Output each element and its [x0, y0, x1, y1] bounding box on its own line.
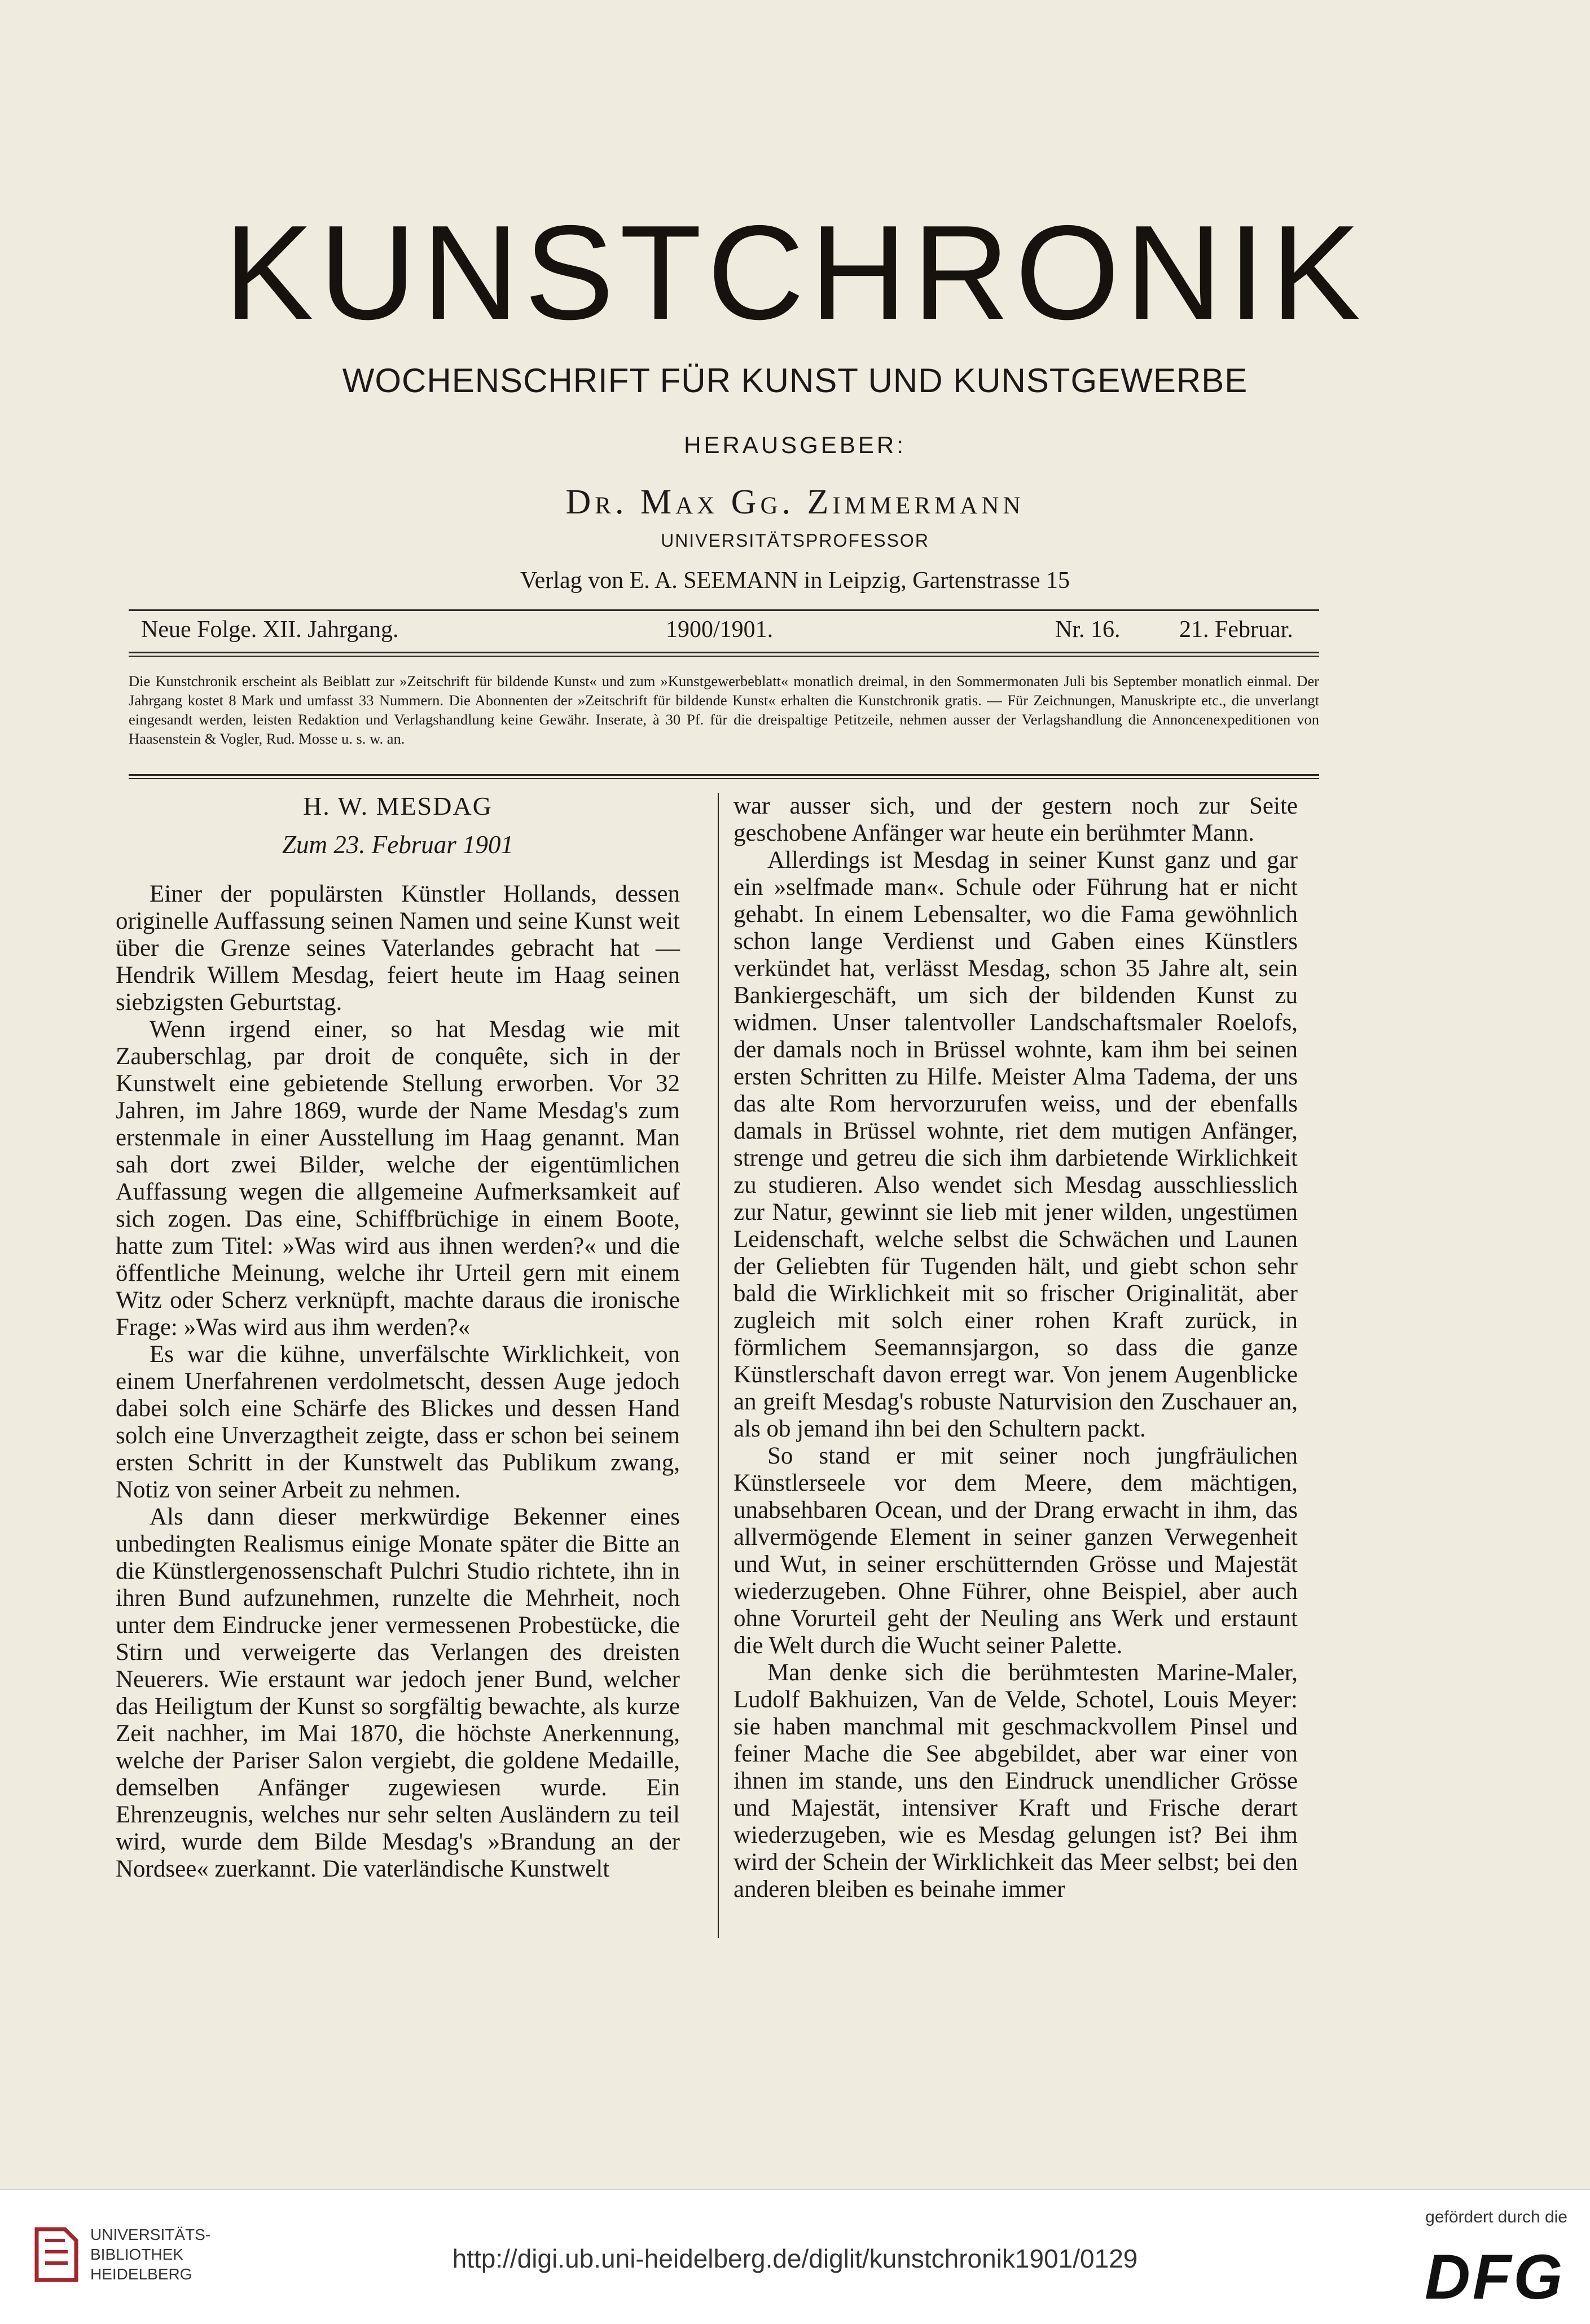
paragraph: So stand er mit seiner noch jungfräulichen Künstlerseele vor dem Meere, dem mächtigen, unabsehbaren Ocean, und der Drang erwacht in ihm, das allvermögende Element in seiner ganzen Verwegenheit und Wut, in seiner erschütternden Grösse und Majestät wiederzugeben. Ohne Führer, ohne Beispiel, aber auch ohne Vorurteil geht der Neuling ans Werk und erstaunt die Welt durch die Wucht seiner Palette.	[733, 1443, 1298, 1659]
dfg-logo: DFG	[1425, 2242, 1565, 2312]
paragraph: Es war die kühne, unverfälschte Wirklichkeit, von einem Unerfahrenen verdolmetscht, dessen Auge jedoch dabei solch eine Schärfe des Blickes und dessen Hand solch eine Unverzagtheit zeigte, dass er schon bei seinem ersten Schritt in der Kunstwelt das Publikum zwang, Notiz von seiner Arbeit zu nehmen.	[116, 1341, 680, 1503]
column-divider	[718, 793, 719, 1938]
paragraph: Wenn irgend einer, so hat Mesdag wie mit Zauberschlag, par droit de conquête, sich in der Kunstwelt eine gebietende Stellung erworben. Vor 32 Jahren, im Jahre 1869, wurde der Name Mesdag's zum erstenmale in einer Ausstellung im Haag genannt. Man sah dort zwei Bilder, welche der eigentümlichen Auffassung wegen die allgemeine Aufmerksamkeit auf sich zogen. Das eine, Schiffbrüchige in einem Boote, hatte zum Titel: »Was wird aus ihnen werden?« und die öffentliche Meinung, welche ihr Urteil gern mit einem Witz oder Scherz verknüpft, machte daraus die ironische Frage: »Was wird aus ihm werden?«	[116, 1016, 680, 1341]
header-rule-middle-2	[129, 656, 1319, 657]
issue-number: Nr. 16.	[1055, 617, 1121, 643]
masthead-subtitle: WOCHENSCHRIFT FÜR KUNST UND KUNSTGEWERBE	[342, 362, 1248, 399]
editor-label: HERAUSGEBER:	[684, 432, 906, 458]
header-rule-top	[129, 609, 1319, 611]
funded-by-label: gefördert durch die	[1425, 2208, 1567, 2226]
article-title: H. W. MESDAG	[303, 792, 493, 820]
subscription-notice: Die Kunstchronik erscheint als Beiblatt zur »Zeitschrift für bildende Kunst« und zum »Kunstgewerbeblatt« monatlich dreimal, in den Sommermonaten Juli bis September monatlich einmal. Der Jahrgang kostet 8 Mark und umfasst 33 Nummern. Die Abonnenten der »Zeitschrift für bildende Kunst« erhalten die Kunstchronik gratis. — Für Zeichnungen, Manuskripte etc., die unverlangt eingesandt werden, leisten Redaktion und Verlagshandlung keine Gewähr. Inserate, à 30 Pf. für die dreispaltige Petitzeile, nehmen ausser der Verlagshandlung die Annoncenexpeditionen von Haasenstein & Vogler, Rud. Mosse u. s. w. an.	[129, 673, 1319, 747]
editor-title: UNIVERSITÄTSPROFESSOR	[661, 530, 929, 551]
issue-year: 1900/1901.	[666, 617, 774, 643]
notice-rule	[129, 774, 1319, 776]
article-column-left	[116, 793, 680, 1883]
paragraph: Einer der populärsten Künstler Hollands, dessen originelle Auffassung seinen Namen und seine Kunst weit über die Grenze seines Vaterlandes gebracht hat — Hendrik Willem Mesdag, feiert heute im Haag seinen siebzigsten Geburtstag.	[116, 881, 680, 1016]
editor-name: Dr. Max Gg. Zimmermann	[565, 483, 1025, 521]
issue-date: 21. Februar.	[1179, 617, 1293, 643]
viewer-footer	[0, 2189, 1590, 2324]
paragraph: Als dann dieser merkwürdige Bekenner eines unbedingten Realismus einige Monate später die Bitte an die Künstlergenossenschaft Pulchri Studio richtete, ihn in ihren Bund aufzunehmen, runzelte die Mehrheit, noch unter dem Eindrucke jener vermessenen Probestücke, die Stirn und verweigerte das Verlangen des dreisten Neuerers. Wie erstaunt war jedoch jener Bund, welcher das Heiligtum der Kunst so sorgfältig bewachte, als kurze Zeit nachher, im Mai 1870, die höchste Anerkennung, welche der Pariser Salon vergiebt, die goldene Medaille, demselben Anfänger zugewiesen wurde. Ein Ehrenzeugnis, welches nur sehr selten Ausländern zu teil wird, wurde dem Bilde Mesdag's »Brandung an der Nordsee« zuerkannt. Die vaterländische Kunstwelt	[116, 1504, 680, 1882]
issue-series: Neue Folge. XII. Jahrgang.	[141, 617, 399, 643]
library-name-line: UNIVERSITÄTS-	[90, 2226, 211, 2243]
article-column-right	[733, 793, 1298, 1903]
header-rule-middle	[129, 652, 1319, 653]
paragraph: Allerdings ist Mesdag in seiner Kunst ganz und gar ein »selfmade man«. Schule oder Führung hat er nicht gehabt. In einem Lebensalter, wo die Fama gewöhnlich schon lange Verdienst und Gaben eines Künstlers verkündet hat, verlässt Mesdag, schon 35 Jahre alt, sein Bankiergeschäft, um sich der bildenden Kunst zu widmen. Unser talentvoller Landschaftsmaler Roelofs, der damals noch in Brüssel wohnte, kam ihm bei seinen ersten Schritten zu Hilfe. Meister Alma Tadema, der uns das alte Rom hervorzurufen weiss, und der ebenfalls damals in Brüssel wohnte, riet dem mutigen Anfänger, strenge und getreu die sich ihm darbietende Wirklichkeit zu studieren. Also wendet sich Mesdag ausschliesslich zur Natur, gewinnt sie lieb mit jener wilden, ungestümen Leidenschaft, welche selbst die Schwächen und Launen der Geliebten für Tugenden hält, und giebt schon sehr bald die Wirklichkeit mit so frischer Originalität, aber zugleich mit solch einer rohen Kraft zurück, in förmlichem Seemannsjargon, so dass die ganze Künstlerschaft davon erregt war. Von jenem Augenblicke an greift Mesdag's robuste Naturvision den Zuschauer an, als ob jemand ihn bei den Schultern packt.	[733, 847, 1298, 1442]
paragraph: war ausser sich, und der gestern noch zur Seite geschobene Anfänger war heute ein berühmter Mann.	[733, 793, 1298, 846]
article-subtitle: Zum 23. Februar 1901	[282, 831, 513, 859]
paragraph: Man denke sich die berühmtesten Marine-Maler, Ludolf Bakhuizen, Van de Velde, Schotel, Louis Meyer: sie haben manchmal mit geschmackvollem Pinsel und feiner Mache die See abgebildet, aber war einer von ihnen im stande, uns den Eindruck unendlicher Grösse und Majestät, intensiver Kraft und Frische derart wiederzugeben, wie es Mesdag gelungen ist? Bei ihm wird der Schein der Wirklichkeit das Meer selbst; bei den anderen bleiben es beinahe immer	[733, 1659, 1298, 1903]
library-name-line: BIBLIOTHEK	[90, 2246, 183, 2263]
publisher-line: Verlag von E. A. SEEMANN in Leipzig, Gartenstrasse 15	[520, 568, 1070, 594]
permalink-url[interactable]: http://digi.ub.uni-heidelberg.de/diglit/kunstchronik1901/0129	[452, 2244, 1138, 2273]
library-name-line: HEIDELBERG	[90, 2265, 192, 2283]
masthead-title: KUNSTCHRONIK	[223, 198, 1367, 348]
notice-rule-2	[129, 778, 1319, 779]
